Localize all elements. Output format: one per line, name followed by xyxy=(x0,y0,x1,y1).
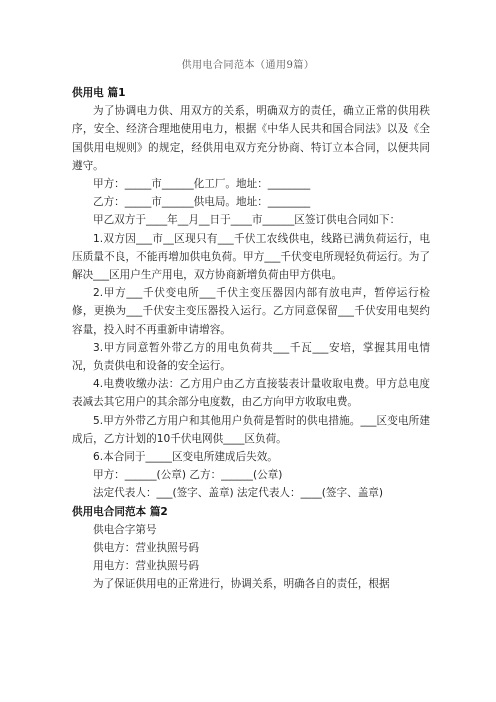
paragraph: 为了协调电力供、用双方的关系，明确双方的责任，确立正常的供用秩序，安全、经济合理地使用电力，根据《中华人民共和国合同法》以及《全国供用电规则》的规定，经供用电双方充分协商、特订立本合同，以便共同遵守。 xyxy=(72,105,430,172)
section-heading: 供用电合同范本 篇2 xyxy=(72,505,168,518)
contract-number-line: 供电合字第号 xyxy=(93,523,157,536)
clause-5: 5.甲方外带乙方用户和其他用户负荷是暂时的供电措施。___区变电所建成后，乙方计划的10千伏电网供____区负荷。 xyxy=(72,414,430,445)
clause-1: 1.双方因___市__区现只有___千伏工农线供电，线路已满负荷运行，电压质量不良，不能再增加供电负荷。甲方___千伏变电所现轻负荷运行。为了解决___区用户生产用电，双方协商新增负荷由甲方供电。 xyxy=(72,232,430,282)
clause-4: 4.电费收缴办法：乙方用户由乙方直接装表计量收取电费。甲方总电度表减去其它用户的其余部分电度数，由乙方向甲方收取电费。 xyxy=(72,378,430,409)
consumer-line: 用电方：营业执照号码 xyxy=(93,560,199,573)
clause-2: 2.甲方___千伏变电所___千伏主变压器因内部有放电声，暂停运行检修，更换为___千伏安主变压器投入运行。乙方同意保留___千伏安用电契约容量，投入时不再重新申请增容。 xyxy=(72,287,430,336)
section-heading: 供用电 篇1 xyxy=(72,87,126,99)
party-b-line: 乙方：_____市______供电局。地址：________ xyxy=(93,196,311,209)
document-body xyxy=(72,84,430,594)
seal-line: 甲方：______(公章) 乙方：______(公章) xyxy=(93,469,283,482)
supplier-line: 供电方：营业执照号码 xyxy=(93,542,199,555)
agreement-date-line: 甲乙双方于____年__月__日于____市______区签订供电合同如下： xyxy=(93,214,401,227)
clause-6: 6.本合同于_____区变电所建成后失效。 xyxy=(93,451,278,464)
clause-3: 3.甲方同意暂外带乙方的用电负荷共___千瓦___安培，掌握其用电情况，负责供电和设备的安全运行。 xyxy=(72,341,430,373)
legal-rep-line: 法定代表人：___(签字、盖章) 法定代表人：____(签字、盖章) xyxy=(93,487,384,500)
document-title: 供用电合同范本（通用9篇） xyxy=(181,60,315,71)
paragraph: 为了保证供用电的正常进行，协调关系，明确各自的责任，根据 xyxy=(93,578,390,591)
party-a-line: 甲方：_____市______化工厂。地址：________ xyxy=(93,178,311,191)
